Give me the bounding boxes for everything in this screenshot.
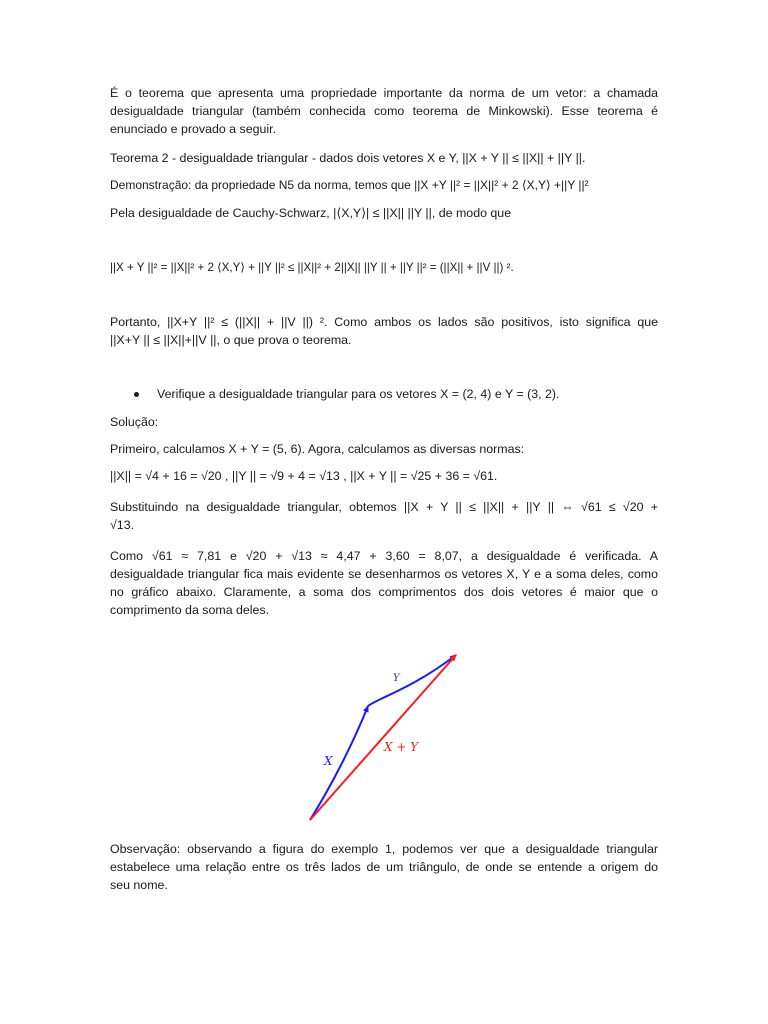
theorem-statement: Teorema 2 - desigualdade triangular - dados dois vetores X e Y, ||X + Y || ≤ ||X|| + ||Y ||. <box>110 151 586 165</box>
norms-text: ||X|| = √4 + 16 = √20 , ||Y || = √9 + 4 = √13 , ||X + Y || = √25 + 36 = √61. <box>110 469 498 483</box>
vector-y-arrow <box>368 655 456 706</box>
portanto-line-2: ||X+Y || ≤ ||X||+||V ||, o que prova o teorema. <box>110 333 352 347</box>
intro-line-2: desigualdade triangular (também conhecida como teorema de Minkowski). Esse teorema é <box>110 104 658 118</box>
substituting-line-2: √13. <box>110 518 135 532</box>
exercise-bullet-text: Verifique a desigualdade triangular para os vetores X = (2, 4) e Y = (3, 2). <box>157 387 560 401</box>
portanto-line-1: Portanto, ||X+Y ||² ≤ (||X|| + ||V ||) ². Como ambos os lados são positivos, isto significa que <box>110 315 658 329</box>
solucao-label: Solução: <box>110 415 159 429</box>
intro-line-3: enunciado e provado a seguir. <box>110 122 277 136</box>
bullet-icon <box>134 392 139 397</box>
como-line-1: Como √61 ≈ 7,81 e √20 + √13 ≈ 4,47 + 3,60 = 8,07, a desigualdade é verificada. A <box>110 549 658 563</box>
observacao-line-2: estabelece uma relação entre os três lados de um triângulo, de onde se entende a origem do <box>110 860 658 874</box>
vector-sum-figure <box>300 648 470 828</box>
cauchy-schwarz-text: Pela desigualdade de Cauchy-Schwarz, |⟨X,Y⟩| ≤ ||X|| ||Y ||, de modo que <box>110 206 512 220</box>
label-x: X <box>324 754 333 768</box>
label-x-plus-y: X + Y <box>384 740 419 754</box>
label-y: Y <box>393 673 400 684</box>
long-inequality: ||X + Y ||² = ||X||² + 2 ⟨X,Y⟩ + ||Y ||² ≤ ||X||² + 2||X|| ||Y || + ||Y ||² = (||X|| + ||V ||) ². <box>110 261 514 274</box>
como-line-4: comprimento da soma deles. <box>110 603 270 617</box>
intro-line-1: É o teorema que apresenta uma propriedade importante da norma de um vetor: a chamada <box>110 86 658 100</box>
vector-sum-arrow <box>310 655 456 820</box>
exercise-bullet-item <box>110 385 658 403</box>
como-line-3: no gráfico abaixo. Claramente, a soma dos comprimentos dos dois vetores é maior que o <box>110 585 658 599</box>
substituting-line-1: Substituindo na desigualdade triangular, obtemos ||X + Y || ≤ ||X|| + ||Y || ⇔ √61 ≤ √20 + <box>110 500 658 514</box>
como-line-2: desigualdade triangular fica mais evidente se desenharmos os vetores X, Y e a soma deles, como <box>110 567 658 581</box>
observacao-line-3: seu nome. <box>110 878 168 892</box>
observacao-line-1: Observação: observando a figura do exemplo 1, podemos ver que a desigualdade triangular <box>110 842 658 856</box>
first-step-text: Primeiro, calculamos X + Y = (5, 6). Agora, calculamos as diversas normas: <box>110 442 525 456</box>
demonstration-text: Demonstração: da propriedade N5 da norma, temos que ||X +Y ||² = ||X||² + 2 ⟨X,Y⟩ +||Y ||² <box>110 178 589 192</box>
